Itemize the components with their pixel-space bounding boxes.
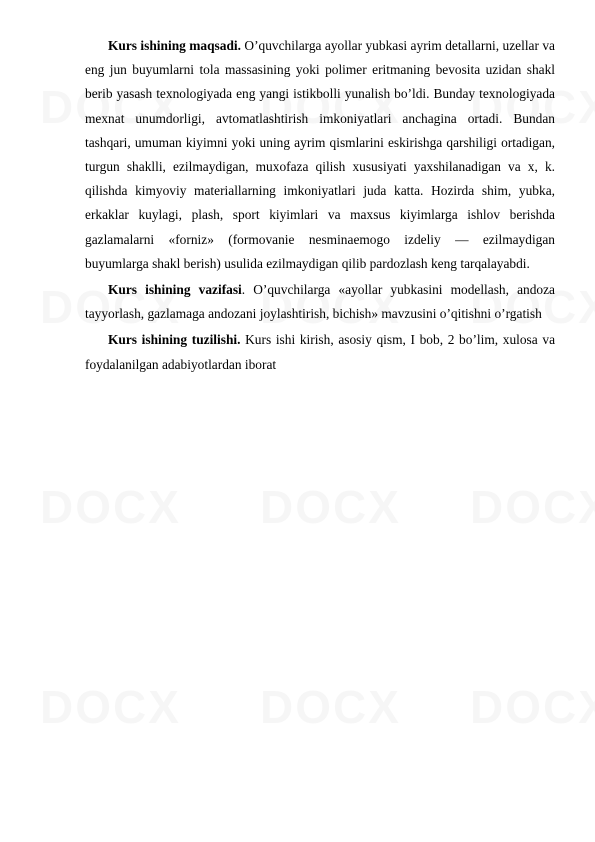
paragraph-text-vazifasi: . O’quvchilarga «ayollar yubkasini modellash, andoza tayyorlash, gazlamaga andozani joylashtirish, bichish» mavzusini o’qitishni o’rgatish bbox=[85, 282, 555, 322]
paragraph-vazifasi bbox=[85, 278, 555, 326]
document-body bbox=[85, 34, 555, 377]
paragraph-text-maqsadi: O’quvchilarga ayollar yubkasi ayrim detallarni, uzellar va eng jun buyumlarni tola massasining yoki polimer eritmaning bevosita uzidan shakl berib yasash texnologiyada eng yangi istikbolli yunalish bo’ldi. Bunday texnologiyada mexnat unumdorligi, avtomatlashtirish imkoniyatlari anchagina ortadi. Bundan tashqari, umuman kiyimni yoki uning ayrim qismlarini eskirishga qarshiligi ortadigan, turgun shaklli, ezilmaydigan, muxofaza qilish xususiyati yaxshilanadigan va x, k. qilishda kimyoviy materiallarning imkoniyatlari juda katta. Hozirda shim, yubka, erkaklar kuylagi, plash, sport kiyimlari va maxsus kiyimlarga ishlov berishda gazlamalarni «forniz» (formovanie nesminaemogo izdeliy — ezilmaydigan buyumlarga shakl berish) usulida ezilmaydigan qilib pardozlash keng tarqalayabdi. bbox=[85, 38, 556, 271]
paragraph-maqsadi bbox=[85, 34, 555, 276]
paragraph-heading-vazifasi: Kurs ishining vazifasi bbox=[108, 282, 242, 298]
paragraph-heading-tuzilishi: Kurs ishining tuzilishi. bbox=[108, 332, 241, 348]
paragraph-heading-maqsadi: Kurs ishining maqsadi. bbox=[108, 38, 241, 53]
paragraph-tuzilishi bbox=[85, 328, 555, 376]
paragraph-text-tuzilishi: Kurs ishi kirish, asosiy qism, I bob, 2 bo’lim, xulosa va foydalanilgan adabiyotlardan iborat bbox=[85, 332, 556, 372]
